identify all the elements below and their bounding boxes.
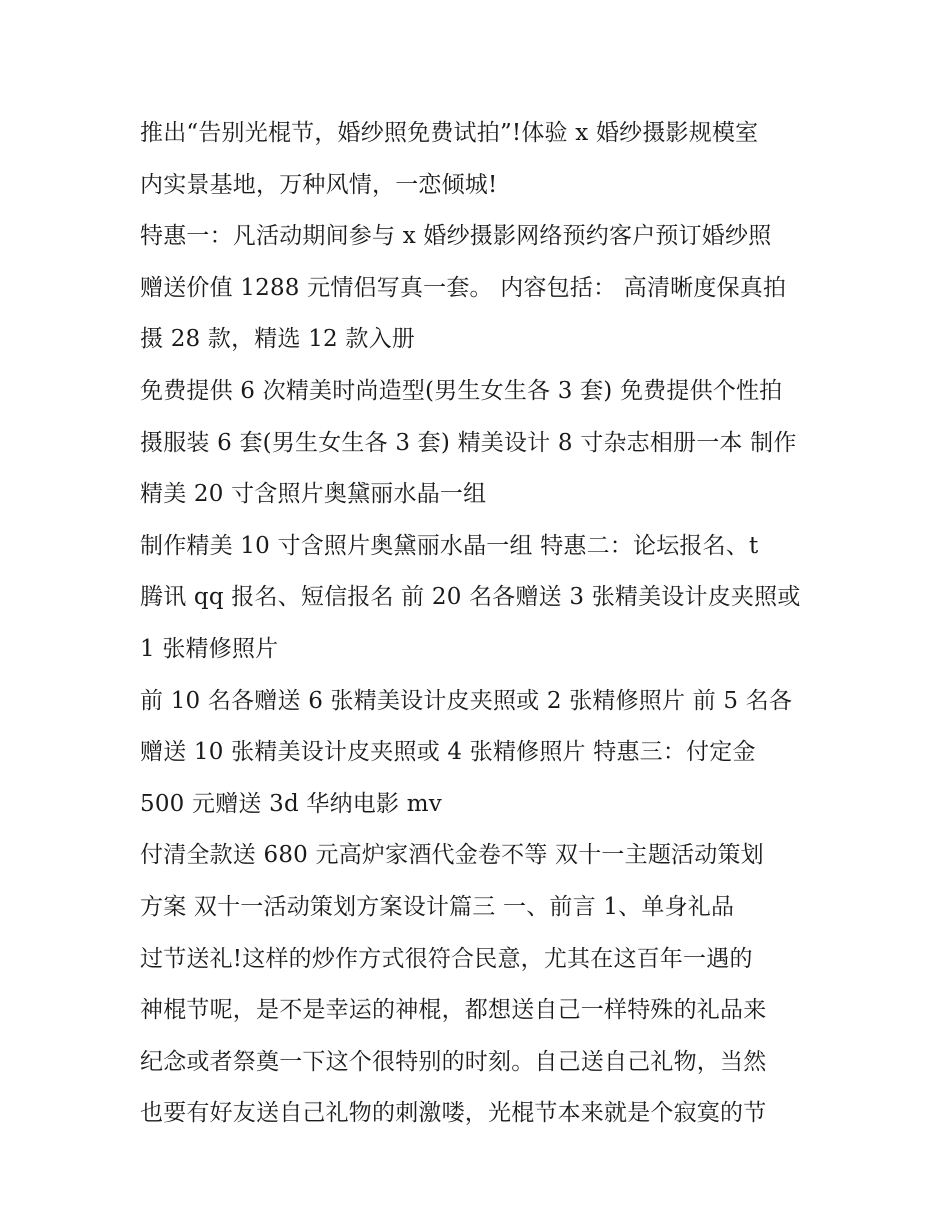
text-line: 特惠一：凡活动期间参与 x 婚纱摄影网络预约客户预订婚纱照	[140, 223, 772, 250]
text-line: 精美 20 寸含照片奥黛丽水晶一组	[140, 481, 487, 508]
text-line: 推出“告别光棍节，婚纱照免费试拍”!体验 x 婚纱摄影规模室	[140, 120, 759, 146]
text-line: 神棍节呢，是不是幸运的神棍，都想送自己一样特殊的礼品来	[140, 997, 767, 1024]
text-line: 免费提供 6 次精美时尚造型(男生女生各 3 套) 免费提供个性拍	[140, 377, 783, 404]
text-line: 赠送价值 1288 元情侣写真一套。 内容包括： 高清晰度保真拍	[140, 274, 787, 301]
text-line: 1 张精修照片	[140, 635, 279, 662]
text-line: 内实景基地，万种风情，一恋倾城!	[140, 171, 498, 198]
text-line: 500 元赠送 3d 华纳电影 mv	[140, 790, 442, 817]
text-line: 纪念或者祭奠一下这个很特别的时刻。自己送自己礼物，当然	[140, 1048, 767, 1075]
text-line: 制作精美 10 寸含照片奥黛丽水晶一组 特惠二：论坛报名、t	[140, 532, 759, 559]
text-line: 方案 双十一活动策划方案设计篇三 一、前言 1、单身礼品	[140, 893, 735, 920]
text-line: 过节送礼!这样的炒作方式很符合民意，尤其在这百年一遇的	[140, 945, 753, 972]
text-line: 摄 28 款，精选 12 款入册	[140, 326, 415, 353]
text-line: 前 10 名各赠送 6 张精美设计皮夹照或 2 张精修照片 前 5 名各	[140, 687, 793, 714]
text-line: 付清全款送 680 元高炉家酒代金卷不等 双十一主题活动策划	[140, 842, 764, 869]
text-line: 赠送 10 张精美设计皮夹照或 4 张精修照片 特惠三：付定金	[140, 739, 756, 766]
text-line: 摄服装 6 套(男生女生各 3 套) 精美设计 8 寸杂志相册一本 制作	[140, 429, 797, 456]
text-line: 也要有好友送自己礼物的刺激喽，光棍节本来就是个寂寞的节	[140, 1100, 767, 1127]
text-line: 腾讯 qq 报名、短信报名 前 20 名各赠送 3 张精美设计皮夹照或	[140, 584, 801, 611]
document-body	[140, 108, 830, 1140]
